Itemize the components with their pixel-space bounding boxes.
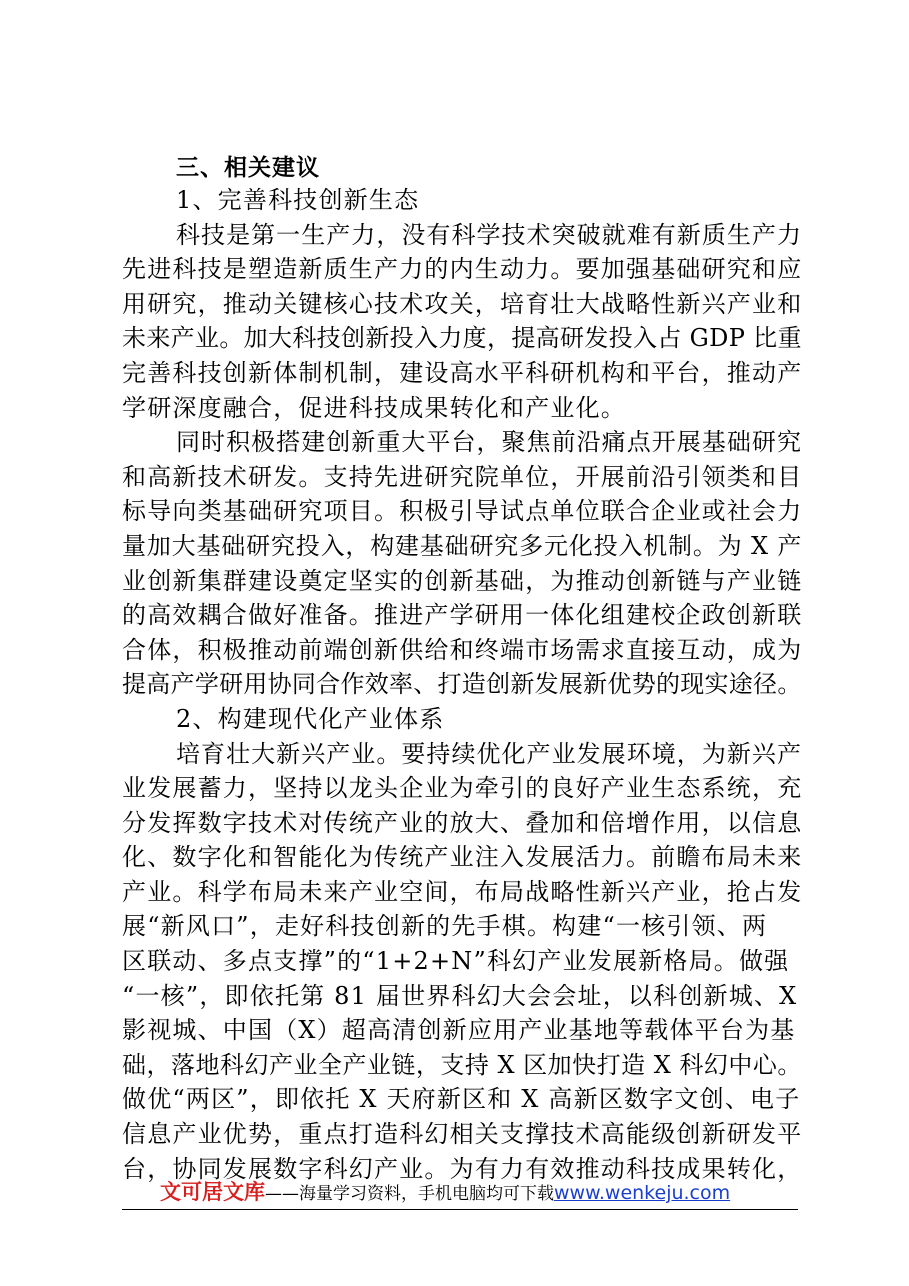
- text-line: 区联动、多点支撑”的“1+2+N”科幻产业发展新格局。做强: [122, 947, 790, 976]
- text-line: 2、构建现代化产业体系: [176, 704, 445, 733]
- text-line: 1、完善科技创新生态: [176, 186, 420, 214]
- text-line: 用研究，推动关键核心技术攻关，培育壮大战略性新兴产业和: [122, 289, 803, 318]
- text-line: 产业。科学布局未来产业空间，布局战略性新兴产业，抢占发: [122, 877, 803, 906]
- text-line: 提高产学研用协同合作效率、打造创新发展新优势的现实途径。: [122, 670, 802, 699]
- text-line: 未来产业。加大科技创新投入力度，提高研发投入占 GDP 比重: [122, 324, 802, 353]
- text-line: 信息产业优势，重点打造科幻相关支撑技术高能级创新研发平: [122, 1120, 803, 1149]
- text-line: 科技是第一生产力，没有科学技术突破就难有新质生产力: [176, 220, 802, 249]
- footer-banner: [160, 1178, 800, 1208]
- text-line: “一核”，即依托第 81 届世界科幻大会会址，以科创新城、X: [122, 981, 798, 1010]
- footer-slogan: ——海量学习资料，手机电脑均可下载: [265, 1184, 554, 1204]
- text-line: 展“新风口”，走好科技创新的先手棋。构建“一核引领、两: [122, 912, 768, 941]
- text-line: 和高新技术研发。支持先进研究院单位，开展前沿引领类和目: [122, 462, 803, 491]
- footer-brand: 文可居文库: [160, 1180, 265, 1204]
- text-line: 分发挥数字技术对传统产业的放大、叠加和倍增作用，以信息: [122, 808, 803, 837]
- footer-site-link[interactable]: www.wenkeju.com: [554, 1182, 731, 1204]
- text-line: 同时积极搭建创新重大平台，聚焦前沿痛点开展基础研究: [176, 428, 802, 457]
- text-line: 合体，积极推动前端创新供给和终端市场需求直接互动，成为: [122, 635, 803, 664]
- text-line: 标导向类基础研究项目。积极引导试点单位联合企业或社会力: [122, 497, 803, 526]
- text-line: 础，落地科幻产业全产业链，支持 X 区加快打造 X 科幻中心。: [122, 1050, 802, 1079]
- text-line: 影视城、中国（X）超高清创新应用产业基地等载体平台为基: [122, 1016, 796, 1045]
- text-line: 培育壮大新兴产业。要持续优化产业发展环境，为新兴产: [176, 739, 802, 768]
- text-line: 量加大基础研究投入，构建基础研究多元化投入机制。为 X 产: [122, 531, 803, 560]
- text-line: 做优“两区”，即依托 X 天府新区和 X 高新区数字文创、电子: [122, 1085, 801, 1114]
- text-line: 学研深度融合，促进科技成果转化和产业化。: [122, 393, 626, 422]
- footer-divider: [122, 1209, 798, 1210]
- text-line: 的高效耦合做好准备。推进产学研用一体化组建校企政创新联: [122, 601, 803, 630]
- text-line: 完善科技创新体制机制，建设高水平科研机构和平台，推动产: [122, 358, 803, 387]
- document-body: [122, 183, 802, 1186]
- text-line: 化、数字化和智能化为传统产业注入发展活力。前瞻布局未来: [122, 843, 803, 872]
- text-line: 业创新集群建设奠定坚实的创新基础，为推动创新链与产业链: [122, 566, 803, 595]
- text-line: 台，协同发展数字科幻产业。为有力有效推动科技成果转化，: [122, 1154, 803, 1183]
- text-line: 先进科技是塑造新质生产力的内生动力。要加强基础研究和应: [122, 255, 803, 284]
- section-heading: 三、相关建议: [176, 155, 320, 181]
- text-line: 业发展蓄力，坚持以龙头企业为牵引的良好产业生态系统，充: [122, 774, 803, 803]
